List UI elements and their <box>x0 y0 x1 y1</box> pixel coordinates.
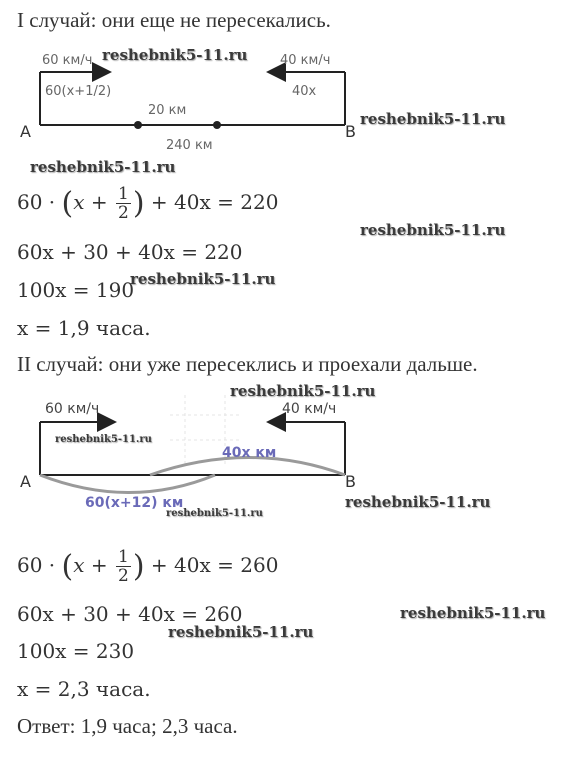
watermark: reshebnik5-11.ru <box>400 604 546 622</box>
case1-point-a: A <box>20 122 31 141</box>
case1-eq1-fraction: $\frac{1}{2}$ <box>118 184 129 223</box>
case1-point-1 <box>134 121 142 129</box>
case2-speed-left: 60 км/ч <box>45 401 100 417</box>
case2-arc-60x <box>40 475 215 493</box>
case1-heading: I случай: они еще не пересекались. <box>17 8 331 32</box>
watermark: reshebnik5-11.ru <box>55 434 152 445</box>
case1-eq4: x = 1,9 часа. <box>17 316 151 340</box>
case2-point-a: A <box>20 472 31 491</box>
watermark: reshebnik5-11.ru <box>166 508 263 519</box>
answer-line: Ответ: 1,9 часа; 2,3 часа. <box>17 714 238 738</box>
watermark: reshebnik5-11.ru <box>30 158 176 176</box>
case2-eq2: 60x + 30 + 40x = 260 <box>17 602 243 626</box>
case1-diagram <box>0 40 571 160</box>
watermark: reshebnik5-11.ru <box>168 623 314 641</box>
case1-expr-right: 40x <box>292 84 317 99</box>
watermark: reshebnik5-11.ru <box>360 221 506 239</box>
watermark: reshebnik5-11.ru <box>230 382 376 400</box>
case1-eq1-rest: + 40x = 220 <box>150 190 279 214</box>
case1-eq2: 60x + 30 + 40x = 220 <box>17 240 243 264</box>
case2-heading: II случай: они уже пересеклись и проехали дальше. <box>17 352 478 376</box>
case1-point-2 <box>213 121 221 129</box>
case2-eq1-rest: + 40x = 260 <box>150 553 279 577</box>
case2-eq1-fraction: $\frac{1}{2}$ <box>118 547 129 586</box>
case2-point-b: B <box>345 472 356 491</box>
case1-speed-right: 40 км/ч <box>280 53 331 68</box>
case2-eq1-coef: 60 · <box>17 553 56 577</box>
case1-speed-left: 60 км/ч <box>42 53 93 68</box>
case2-blue-label-left: 60(x+12) км <box>85 495 184 511</box>
case1-eq1: 60 · (x + $\frac{1}{2}$ ) + 40x = 220 <box>17 184 279 223</box>
case2-eq1: 60 · (x + $\frac{1}{2}$ ) + 40x = 260 <box>17 547 279 586</box>
watermark: reshebnik5-11.ru <box>360 110 506 128</box>
case2-eq4: x = 2,3 часа. <box>17 677 151 701</box>
case1-eq3: 100x = 190 <box>17 278 135 302</box>
watermark: reshebnik5-11.ru <box>102 46 248 64</box>
case2-blue-label-right: 40x км <box>222 445 277 461</box>
watermark: reshebnik5-11.ru <box>345 493 491 511</box>
case1-point-b: B <box>345 122 356 141</box>
case1-total: 240 км <box>166 138 213 153</box>
case2-eq3: 100x = 230 <box>17 639 135 663</box>
case1-mid-distance: 20 км <box>148 103 187 118</box>
case2-speed-right: 40 км/ч <box>282 401 337 417</box>
case1-expr-left: 60(x+1/2) <box>45 84 112 99</box>
watermark: reshebnik5-11.ru <box>130 270 276 288</box>
case1-eq1-coef: 60 · <box>17 190 56 214</box>
